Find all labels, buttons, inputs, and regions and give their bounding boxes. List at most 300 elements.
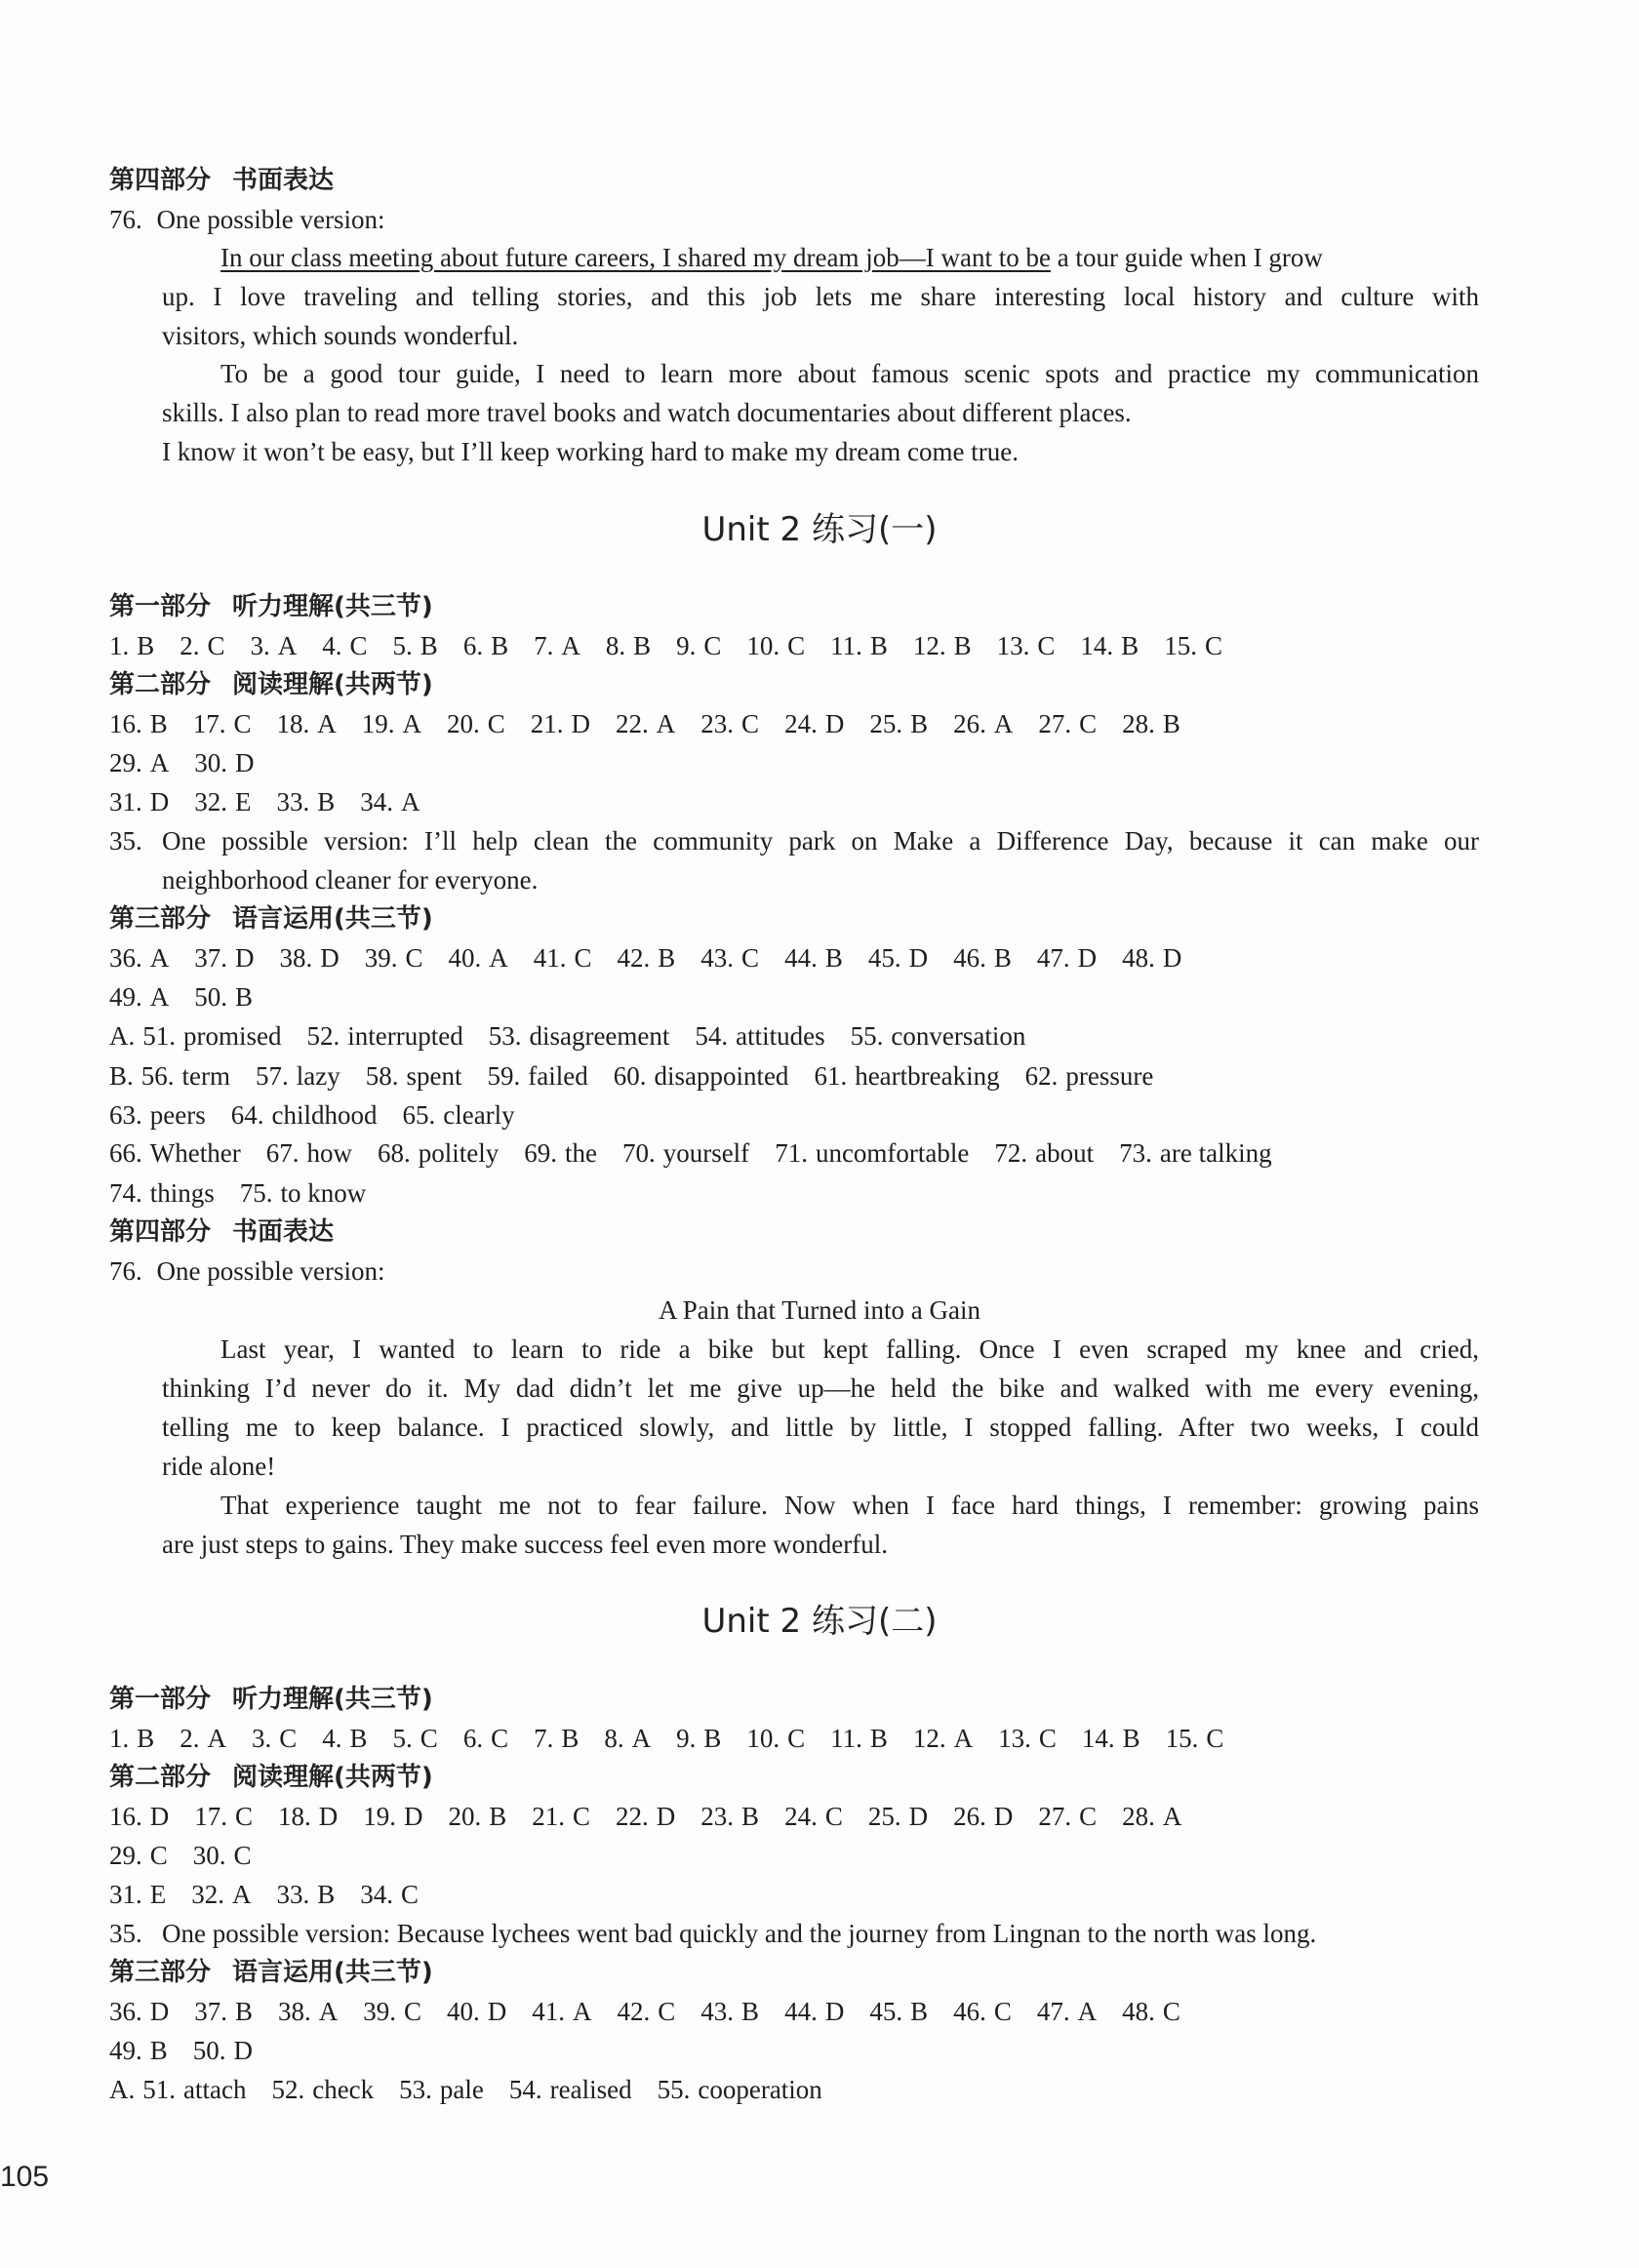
answer-value: D	[149, 787, 170, 816]
answer-number: 50.	[192, 2036, 226, 2065]
answer-number: 61.	[814, 1061, 848, 1091]
part-label: 第三部分	[109, 904, 212, 934]
answer-number: 39.	[364, 943, 398, 973]
answer-item	[109, 1719, 154, 1758]
answer-row	[109, 2031, 1479, 2070]
answer-item	[449, 938, 508, 977]
answer-item	[618, 938, 676, 977]
answer-value: D	[1162, 943, 1182, 973]
answer-value: A	[149, 982, 170, 1012]
part3-heading	[109, 899, 433, 938]
part4-heading	[109, 161, 334, 200]
answer-value: B	[741, 1802, 760, 1831]
answer-item	[180, 1719, 226, 1758]
answer-item	[278, 1797, 338, 1836]
answer-item	[532, 1992, 591, 2031]
section-c-row	[109, 1134, 1479, 1173]
answer-value: D	[487, 1997, 507, 2026]
answer-number: 56.	[140, 1061, 175, 1091]
unit2-ex2-title: Unit 2 练习(二)	[701, 1602, 938, 1641]
answer-item	[604, 1719, 651, 1758]
answer-value: D	[235, 943, 255, 973]
answer-number: 37.	[194, 1997, 227, 2026]
answer-number: 5.	[392, 1724, 413, 1753]
answer-item	[534, 1719, 579, 1758]
answer-number: 32.	[194, 787, 227, 816]
answer-item	[1164, 626, 1222, 665]
part2-heading	[109, 1758, 433, 1797]
question-number: 35.	[109, 1919, 142, 1948]
part-title: 语言运用(共三节)	[232, 1958, 433, 1987]
answer-value: A	[317, 709, 337, 738]
answer-item	[830, 1719, 888, 1758]
answer-number: 34.	[360, 1880, 394, 1909]
part-title: 语言运用(共三节)	[232, 904, 433, 934]
answer-number: 7.	[534, 1724, 554, 1753]
answer-number: 22.	[616, 709, 649, 738]
answer-row	[109, 743, 1479, 782]
answer-item	[360, 1875, 419, 1914]
answer-value: D	[233, 2036, 254, 2065]
answer-number: 55.	[657, 2075, 691, 2104]
answer-number: 44.	[784, 943, 818, 973]
answer-item	[532, 1797, 590, 1836]
answer-number: 55.	[850, 1021, 884, 1051]
answer-value: attach	[183, 2075, 247, 2104]
answer-value: A	[277, 631, 298, 660]
answer-value: B	[703, 1724, 722, 1753]
answer-item	[1119, 1134, 1271, 1173]
answer-value: D	[908, 1802, 929, 1831]
answer-item	[489, 1016, 670, 1055]
answer-item	[606, 626, 651, 665]
answer-item	[109, 1174, 215, 1213]
answer-number: 7.	[534, 631, 554, 660]
answer-number: 30.	[194, 748, 227, 777]
answer-item	[953, 1797, 1013, 1836]
answer-number: 66.	[109, 1138, 142, 1168]
answer-value: cooperation	[698, 2075, 822, 2104]
answer-item	[271, 2070, 374, 2109]
answer-item	[851, 1016, 1026, 1055]
answer-value: D	[320, 943, 340, 973]
answer-item	[231, 1095, 378, 1134]
answer-value: B	[149, 2036, 168, 2065]
answer-number: 28.	[1122, 709, 1155, 738]
part-label: 第四部分	[109, 166, 212, 195]
answer-number: 67.	[265, 1138, 300, 1168]
answer-value: things	[149, 1178, 215, 1208]
answer-value: to know	[280, 1178, 367, 1208]
answer-number: 33.	[276, 1880, 310, 1909]
answer-number: 64.	[230, 1100, 264, 1130]
answer-value: pale	[439, 2075, 484, 2104]
answer-value: A	[573, 1997, 592, 2026]
answer-value: politely	[418, 1138, 500, 1168]
answer-number: 20.	[447, 709, 480, 738]
answer-item	[109, 704, 168, 743]
answer-item	[252, 1719, 297, 1758]
answer-item	[277, 782, 336, 821]
answer-value: E	[235, 787, 252, 816]
part-label: 第二部分	[109, 670, 212, 699]
answer-value: uncomfortable	[815, 1138, 970, 1168]
answer-number: 19.	[363, 1802, 397, 1831]
answer-item	[194, 743, 254, 782]
answer-value: C	[787, 631, 806, 660]
answer-value: disappointed	[654, 1061, 789, 1091]
answer-value: C	[420, 1724, 438, 1753]
q35-line: neighborhood cleaner for everyone.	[162, 865, 539, 895]
answer-number: 20.	[448, 1802, 482, 1831]
answer-value: B	[420, 631, 438, 660]
answer-value: C	[573, 1802, 591, 1831]
answer-value: peers	[149, 1100, 206, 1130]
answer-number: 44.	[784, 1997, 818, 2026]
answer-item	[869, 1992, 928, 2031]
answer-number: 14.	[1080, 631, 1114, 660]
answer-item	[109, 2031, 168, 2070]
question-intro: One possible version:	[156, 1256, 385, 1286]
answer-number: 11.	[830, 1724, 862, 1753]
answer-item	[109, 782, 169, 821]
answer-value: C	[787, 1724, 806, 1753]
answer-item	[1037, 1992, 1097, 2031]
answer-number: 16.	[109, 1802, 142, 1831]
answer-value: D	[404, 1802, 423, 1831]
answer-item	[194, 1992, 253, 2031]
answer-item	[109, 1797, 169, 1836]
answer-number: 49.	[109, 982, 142, 1012]
answer-row	[109, 938, 1479, 977]
answer-item	[784, 704, 844, 743]
answer-number: 18.	[278, 1802, 311, 1831]
answer-number: 27.	[1038, 709, 1072, 738]
answer-number: 19.	[361, 709, 395, 738]
answer-item	[109, 743, 169, 782]
answer-value: B	[491, 631, 509, 660]
answer-value: B	[235, 982, 254, 1012]
answer-number: 5.	[392, 631, 413, 660]
answer-value: C	[1079, 709, 1098, 738]
answer-item	[402, 1095, 514, 1134]
part-title: 书面表达	[232, 1217, 335, 1247]
answer-item	[676, 1719, 721, 1758]
answer-item	[193, 704, 252, 743]
answer-number: 11.	[830, 631, 862, 660]
answer-number: 29.	[109, 748, 142, 777]
answer-item	[365, 938, 423, 977]
answer-value: A	[318, 1997, 339, 2026]
answer-item	[676, 626, 721, 665]
answer-value: D	[149, 1997, 170, 2026]
part-title: 阅读理解(共两节)	[232, 670, 433, 699]
answer-number: 46.	[953, 1997, 986, 2026]
answer-number: 41.	[533, 943, 567, 973]
answer-item	[193, 1836, 252, 1875]
answer-item	[109, 1836, 168, 1875]
answer-number: 70.	[621, 1138, 656, 1168]
answer-value: A	[489, 943, 508, 973]
answer-number: 63.	[109, 1100, 142, 1130]
answer-value: B	[633, 631, 652, 660]
answer-item	[913, 1719, 973, 1758]
answer-value: B	[869, 631, 888, 660]
answer-item	[194, 782, 251, 821]
answer-value: E	[149, 1880, 167, 1909]
answer-value: B	[1122, 1724, 1140, 1753]
answer-number: 12.	[912, 1724, 946, 1753]
part4-heading	[109, 1213, 334, 1252]
answer-item	[775, 1134, 969, 1173]
answer-value: D	[993, 1802, 1014, 1831]
answer-value: spent	[406, 1061, 462, 1091]
page-number: 105	[0, 2161, 50, 2193]
answer-number: 47.	[1036, 943, 1070, 973]
section-b-row	[109, 1056, 1479, 1095]
answer-value: C	[741, 943, 760, 973]
answer-item	[1122, 1797, 1181, 1836]
answer-number: 54.	[695, 1021, 729, 1051]
answer-value: A	[631, 1724, 652, 1753]
answer-item	[784, 938, 843, 977]
answer-number: 21.	[530, 709, 564, 738]
answer-number: 73.	[1119, 1138, 1152, 1168]
answer-item	[360, 782, 420, 821]
answer-item	[393, 626, 438, 665]
answer-item	[1166, 1719, 1224, 1758]
answer-item	[1037, 938, 1097, 977]
answer-number: 36.	[109, 1997, 142, 2026]
answer-item	[277, 704, 337, 743]
answer-number: 53.	[488, 1021, 522, 1051]
answer-number: 6.	[462, 1724, 484, 1753]
unit2-ex1-title: Unit 2 练习(一)	[701, 510, 938, 549]
answer-item	[998, 1719, 1057, 1758]
answer-row	[109, 1875, 1479, 1914]
essay-line: are just steps to gains. They make success feel even more wonderful.	[162, 1530, 889, 1559]
answer-item	[1080, 626, 1139, 665]
answer-value: interrupted	[347, 1021, 463, 1051]
answer-number: 38.	[279, 943, 313, 973]
section-a-row	[109, 2070, 1479, 2109]
answer-number: 38.	[278, 1997, 311, 2026]
essay-line: ride alone!	[162, 1452, 276, 1481]
answer-item	[868, 1797, 928, 1836]
answer-item	[1122, 704, 1180, 743]
answer-number: 13.	[996, 631, 1030, 660]
answer-number: 31.	[109, 1880, 142, 1909]
answer-number: 9.	[676, 631, 697, 660]
answer-value: C	[824, 1802, 843, 1831]
answer-value: B	[741, 1997, 760, 2026]
answer-value: C	[233, 1841, 252, 1870]
answer-item	[658, 2070, 822, 2109]
answer-item	[322, 1719, 367, 1758]
part-label: 第一部分	[109, 592, 212, 621]
answer-value: A	[207, 1724, 227, 1753]
answer-value: yourself	[662, 1138, 750, 1168]
part1-heading	[109, 1680, 433, 1719]
answer-item	[1038, 1797, 1097, 1836]
answer-item	[463, 626, 508, 665]
answer-number: 43.	[700, 1997, 735, 2026]
answer-number: 50.	[194, 982, 227, 1012]
answer-value: C	[1037, 631, 1056, 660]
section-c-row	[109, 1174, 1479, 1213]
answer-number: 59.	[487, 1061, 521, 1091]
answer-item	[449, 1797, 507, 1836]
answer-item	[534, 938, 592, 977]
answer-value: B	[1162, 709, 1180, 738]
answer-item	[363, 1797, 422, 1836]
answer-number: 42.	[617, 943, 651, 973]
answer-value: D	[908, 943, 929, 973]
answer-number: 8.	[604, 1724, 624, 1753]
answer-item	[362, 704, 421, 743]
answer-item	[830, 626, 888, 665]
answer-number: 24.	[784, 709, 818, 738]
part-label: 第一部分	[109, 1685, 212, 1714]
answer-value: C	[487, 709, 505, 738]
answer-value: failed	[528, 1061, 588, 1091]
answer-number: 14.	[1081, 1724, 1115, 1753]
answer-item	[622, 1134, 749, 1173]
answer-value: are talking	[1159, 1138, 1272, 1168]
answer-item	[191, 1875, 251, 1914]
answer-item	[109, 1992, 169, 2031]
question-number: 35.	[109, 826, 142, 855]
answer-number: 15.	[1164, 631, 1197, 660]
answer-number: 36.	[109, 943, 142, 973]
answer-value: D	[824, 1997, 845, 2026]
answer-number: 41.	[532, 1997, 566, 2026]
answer-item	[109, 1134, 241, 1173]
answer-item	[487, 1056, 587, 1095]
answer-item	[109, 977, 169, 1016]
answer-number: 52.	[306, 1021, 340, 1051]
answer-number: 62.	[1024, 1061, 1059, 1091]
answer-value: A	[149, 943, 170, 973]
answer-number: 40.	[448, 943, 482, 973]
answer-item	[953, 704, 1013, 743]
answer-row	[109, 977, 1479, 1016]
section-a-row	[109, 1016, 1479, 1055]
answer-number: 60.	[613, 1061, 647, 1091]
answer-value: the	[564, 1138, 597, 1168]
answer-value: B	[235, 1997, 254, 2026]
answer-number: 23.	[700, 1802, 735, 1831]
answer-number: 17.	[192, 709, 226, 738]
answer-value: B	[993, 943, 1012, 973]
q76-intro-line	[109, 200, 1479, 239]
answer-number: 48.	[1122, 943, 1155, 973]
answer-value: C	[401, 1880, 420, 1909]
answer-item	[868, 938, 928, 977]
essay-title: A Pain that Turned into a Gain	[659, 1295, 980, 1325]
answer-value: disagreement	[529, 1021, 670, 1051]
answer-item	[953, 938, 1012, 977]
answer-number: 1.	[109, 1724, 130, 1753]
answer-value: term	[181, 1061, 230, 1091]
answer-number: 58.	[365, 1061, 399, 1091]
answer-item	[447, 704, 505, 743]
answer-number: 51.	[142, 2075, 176, 2104]
answer-item	[913, 626, 972, 665]
answer-number: 45.	[867, 943, 901, 973]
answer-item	[251, 626, 298, 665]
answer-number: 30.	[192, 1841, 226, 1870]
answer-number: 72.	[994, 1138, 1028, 1168]
answer-value: B	[489, 1802, 507, 1831]
question-number: 76.	[109, 1256, 142, 1286]
answer-value: C	[491, 1724, 509, 1753]
answer-value: A	[953, 1724, 974, 1753]
answer-value: C	[349, 631, 368, 660]
answer-row	[109, 1992, 1479, 2031]
answer-number: 57.	[256, 1061, 289, 1091]
answer-value: A	[1162, 1802, 1182, 1831]
answer-value: C	[1038, 1724, 1057, 1753]
answer-number: 4.	[322, 631, 342, 660]
answer-value: B	[349, 1724, 368, 1753]
answer-value: C	[149, 1841, 168, 1870]
answer-item	[746, 1719, 805, 1758]
answer-value: C	[233, 709, 252, 738]
part-title: 听力理解(共三节)	[232, 592, 433, 621]
answer-item	[363, 1992, 421, 2031]
essay-line: That experience taught me not to fear failure. Now when I face hard things, I remember: growing pains	[220, 1491, 1479, 1520]
answer-value: C	[703, 631, 722, 660]
answer-item	[524, 1134, 597, 1173]
q35-line: One possible version: Because lychees went bad quickly and the journey from Lingnan to the north was long.	[162, 1919, 1317, 1948]
answer-number: 43.	[700, 943, 735, 973]
answer-value: A	[656, 709, 676, 738]
answer-row	[109, 782, 1479, 821]
answer-number: 68.	[377, 1138, 411, 1168]
part3-heading	[109, 1953, 433, 1992]
answer-item	[256, 1056, 340, 1095]
answer-value: C	[1206, 1724, 1224, 1753]
answer-item	[393, 1719, 438, 1758]
answer-value: C	[658, 1997, 676, 2026]
question-intro: One possible version:	[156, 205, 385, 234]
answer-number: 39.	[363, 1997, 397, 2026]
section-b-row	[109, 1095, 1479, 1134]
answer-number: 65.	[402, 1100, 436, 1130]
answer-item	[180, 626, 224, 665]
part-title: 阅读理解(共两节)	[232, 1763, 433, 1792]
answer-number: 6.	[462, 631, 484, 660]
answer-number: 69.	[524, 1138, 557, 1168]
answer-number: 13.	[998, 1724, 1031, 1753]
answer-item	[531, 704, 590, 743]
answer-number: 28.	[1122, 1802, 1155, 1831]
answer-item	[700, 1992, 759, 2031]
answer-value: D	[571, 709, 591, 738]
answer-number: 37.	[194, 943, 227, 973]
answer-number: 17.	[194, 1802, 227, 1831]
answer-value: lazy	[296, 1061, 340, 1091]
answer-number: 74.	[109, 1178, 142, 1208]
answer-number: 1.	[109, 631, 130, 660]
answer-value: B	[1121, 631, 1139, 660]
answer-value: A	[402, 709, 422, 738]
answer-value: B	[658, 943, 676, 973]
answer-number: 34.	[360, 787, 394, 816]
answer-value: check	[312, 2075, 375, 2104]
answer-value: how	[306, 1138, 352, 1168]
